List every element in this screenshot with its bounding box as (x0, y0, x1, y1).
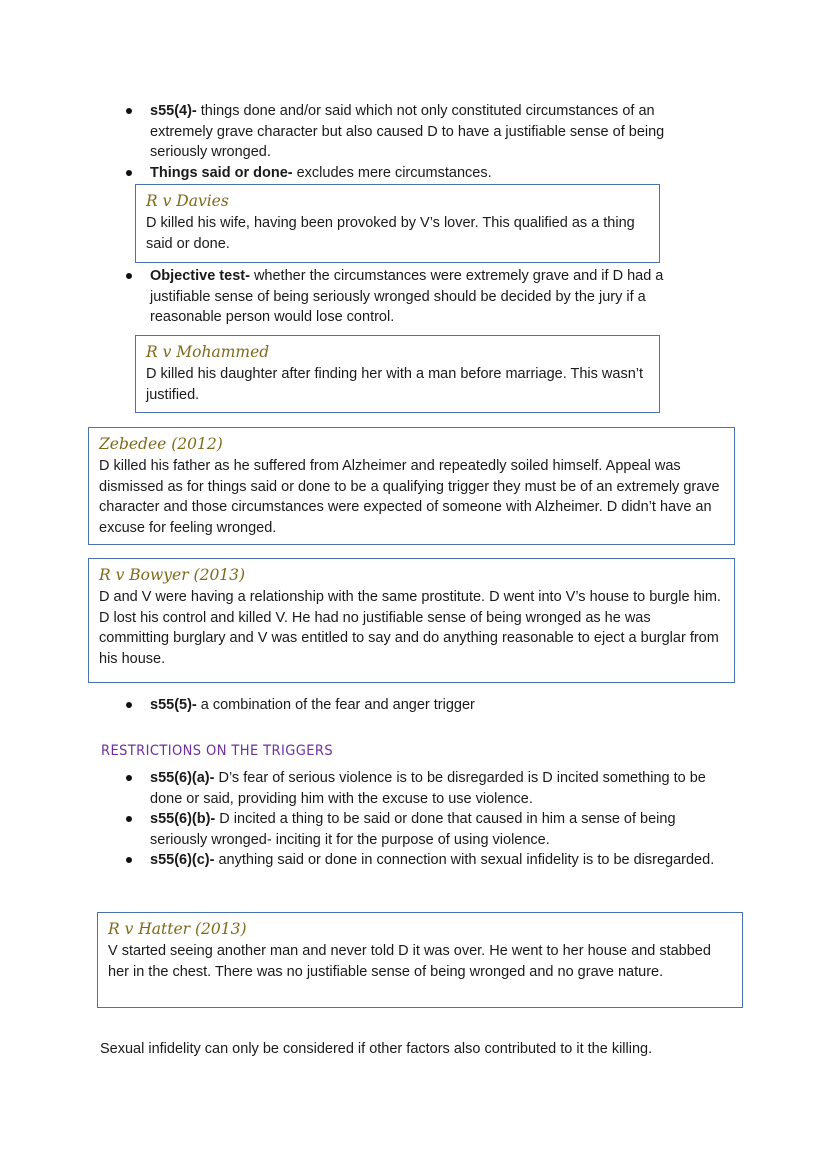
bullet-dot (126, 775, 132, 781)
bullet-s55-6a (150, 768, 725, 809)
bullet-s55-4 (150, 101, 710, 163)
bullet-s55-6b (150, 809, 725, 850)
case-box-hatter (97, 912, 743, 1008)
bullet-dot (126, 857, 132, 863)
bullet-text: things done and/or said which not only constituted circumstances of an extremely grave character but also caused D to have a justifiable sense of being seriously wronged. (150, 103, 665, 160)
bullet-term: Objective test- (150, 268, 250, 284)
case-text: D killed his father as he suffered from Alzheimer and repeatedly soiled himself. Appeal was dismissed as for things said or done to be a qualifying trigger they must be of an extremely grave character and those circumstances were expected of someone with Alzheimer. D didn’t have an excuse for feeling wronged. (99, 458, 720, 536)
case-box-mohammed (135, 335, 660, 413)
bullet-list-s55-5 (150, 695, 710, 716)
bullet-term: s55(6)(b)- (150, 811, 216, 827)
bullet-things-said (150, 163, 710, 184)
case-title: Zebedee (2012) (99, 435, 223, 453)
case-box-davies (135, 184, 660, 263)
case-title: R v Mohammed (146, 343, 270, 361)
case-title: R v Hatter (2013) (108, 920, 247, 938)
bullet-s55-5 (150, 695, 710, 716)
bullet-list-top (150, 101, 710, 183)
case-text: V started seeing another man and never told D it was over. He went to her house and stabbed her in the chest. There was no justifiable sense of being wronged and no grave nature. (108, 943, 711, 980)
bullet-text: whether the circumstances were extremely grave and if D had a justifiable sense of being seriously wronged should be decided by the jury if a reasonable person would lose control. (150, 268, 664, 325)
bullet-term: s55(6)(a)- (150, 770, 215, 786)
case-title: R v Davies (146, 192, 229, 210)
case-box-zebedee (88, 427, 735, 545)
closing-paragraph: Sexual infidelity can only be considered if other factors also contributed to it the killing. (100, 1041, 653, 1057)
bullet-text: D incited a thing to be said or done that caused in him a sense of being seriously wronged- inciting it for the purpose of using violence. (150, 811, 676, 848)
case-text: D and V were having a relationship with the same prostitute. D went into V’s house to burgle him. D lost his control and killed V. He had no justifiable sense of being wronged as he was committing burglary and V was entitled to say and do anything reasonable to eject a burglar from his house. (99, 589, 721, 667)
bullet-dot (126, 273, 132, 279)
case-text: D killed his daughter after finding her with a man before marriage. This wasn’t justified. (146, 366, 644, 403)
case-title: R v Bowyer (2013) (99, 566, 246, 584)
case-box-bowyer (88, 558, 735, 683)
bullet-text: a combination of the fear and anger trigger (196, 697, 475, 713)
bullet-dot (126, 816, 132, 822)
bullet-text: D’s fear of serious violence is to be disregarded is D incited something to be done or said, providing him with the excuse to use violence. (150, 770, 706, 807)
bullet-text: anything said or done in connection with sexual infidelity is to be disregarded. (214, 852, 715, 868)
case-text: D killed his wife, having been provoked by V’s lover. This qualified as a thing said or done. (146, 215, 635, 252)
bullet-dot (126, 108, 132, 114)
bullet-term: s55(5)- (150, 697, 197, 713)
bullet-list-objective (150, 266, 695, 328)
bullet-dot (126, 702, 132, 708)
bullet-list-restrictions (150, 768, 725, 871)
bullet-s55-6c (150, 850, 725, 871)
bullet-term: s55(6)(c)- (150, 852, 215, 868)
bullet-term: Things said or done- (150, 164, 293, 181)
bullet-objective-test (150, 266, 695, 328)
bullet-text: excludes mere circumstances. (292, 164, 492, 181)
bullet-term: s55(4)- (150, 103, 197, 119)
section-heading-restrictions: RESTRICTIONS ON THE TRIGGERS (101, 743, 334, 759)
bullet-dot (126, 170, 132, 176)
